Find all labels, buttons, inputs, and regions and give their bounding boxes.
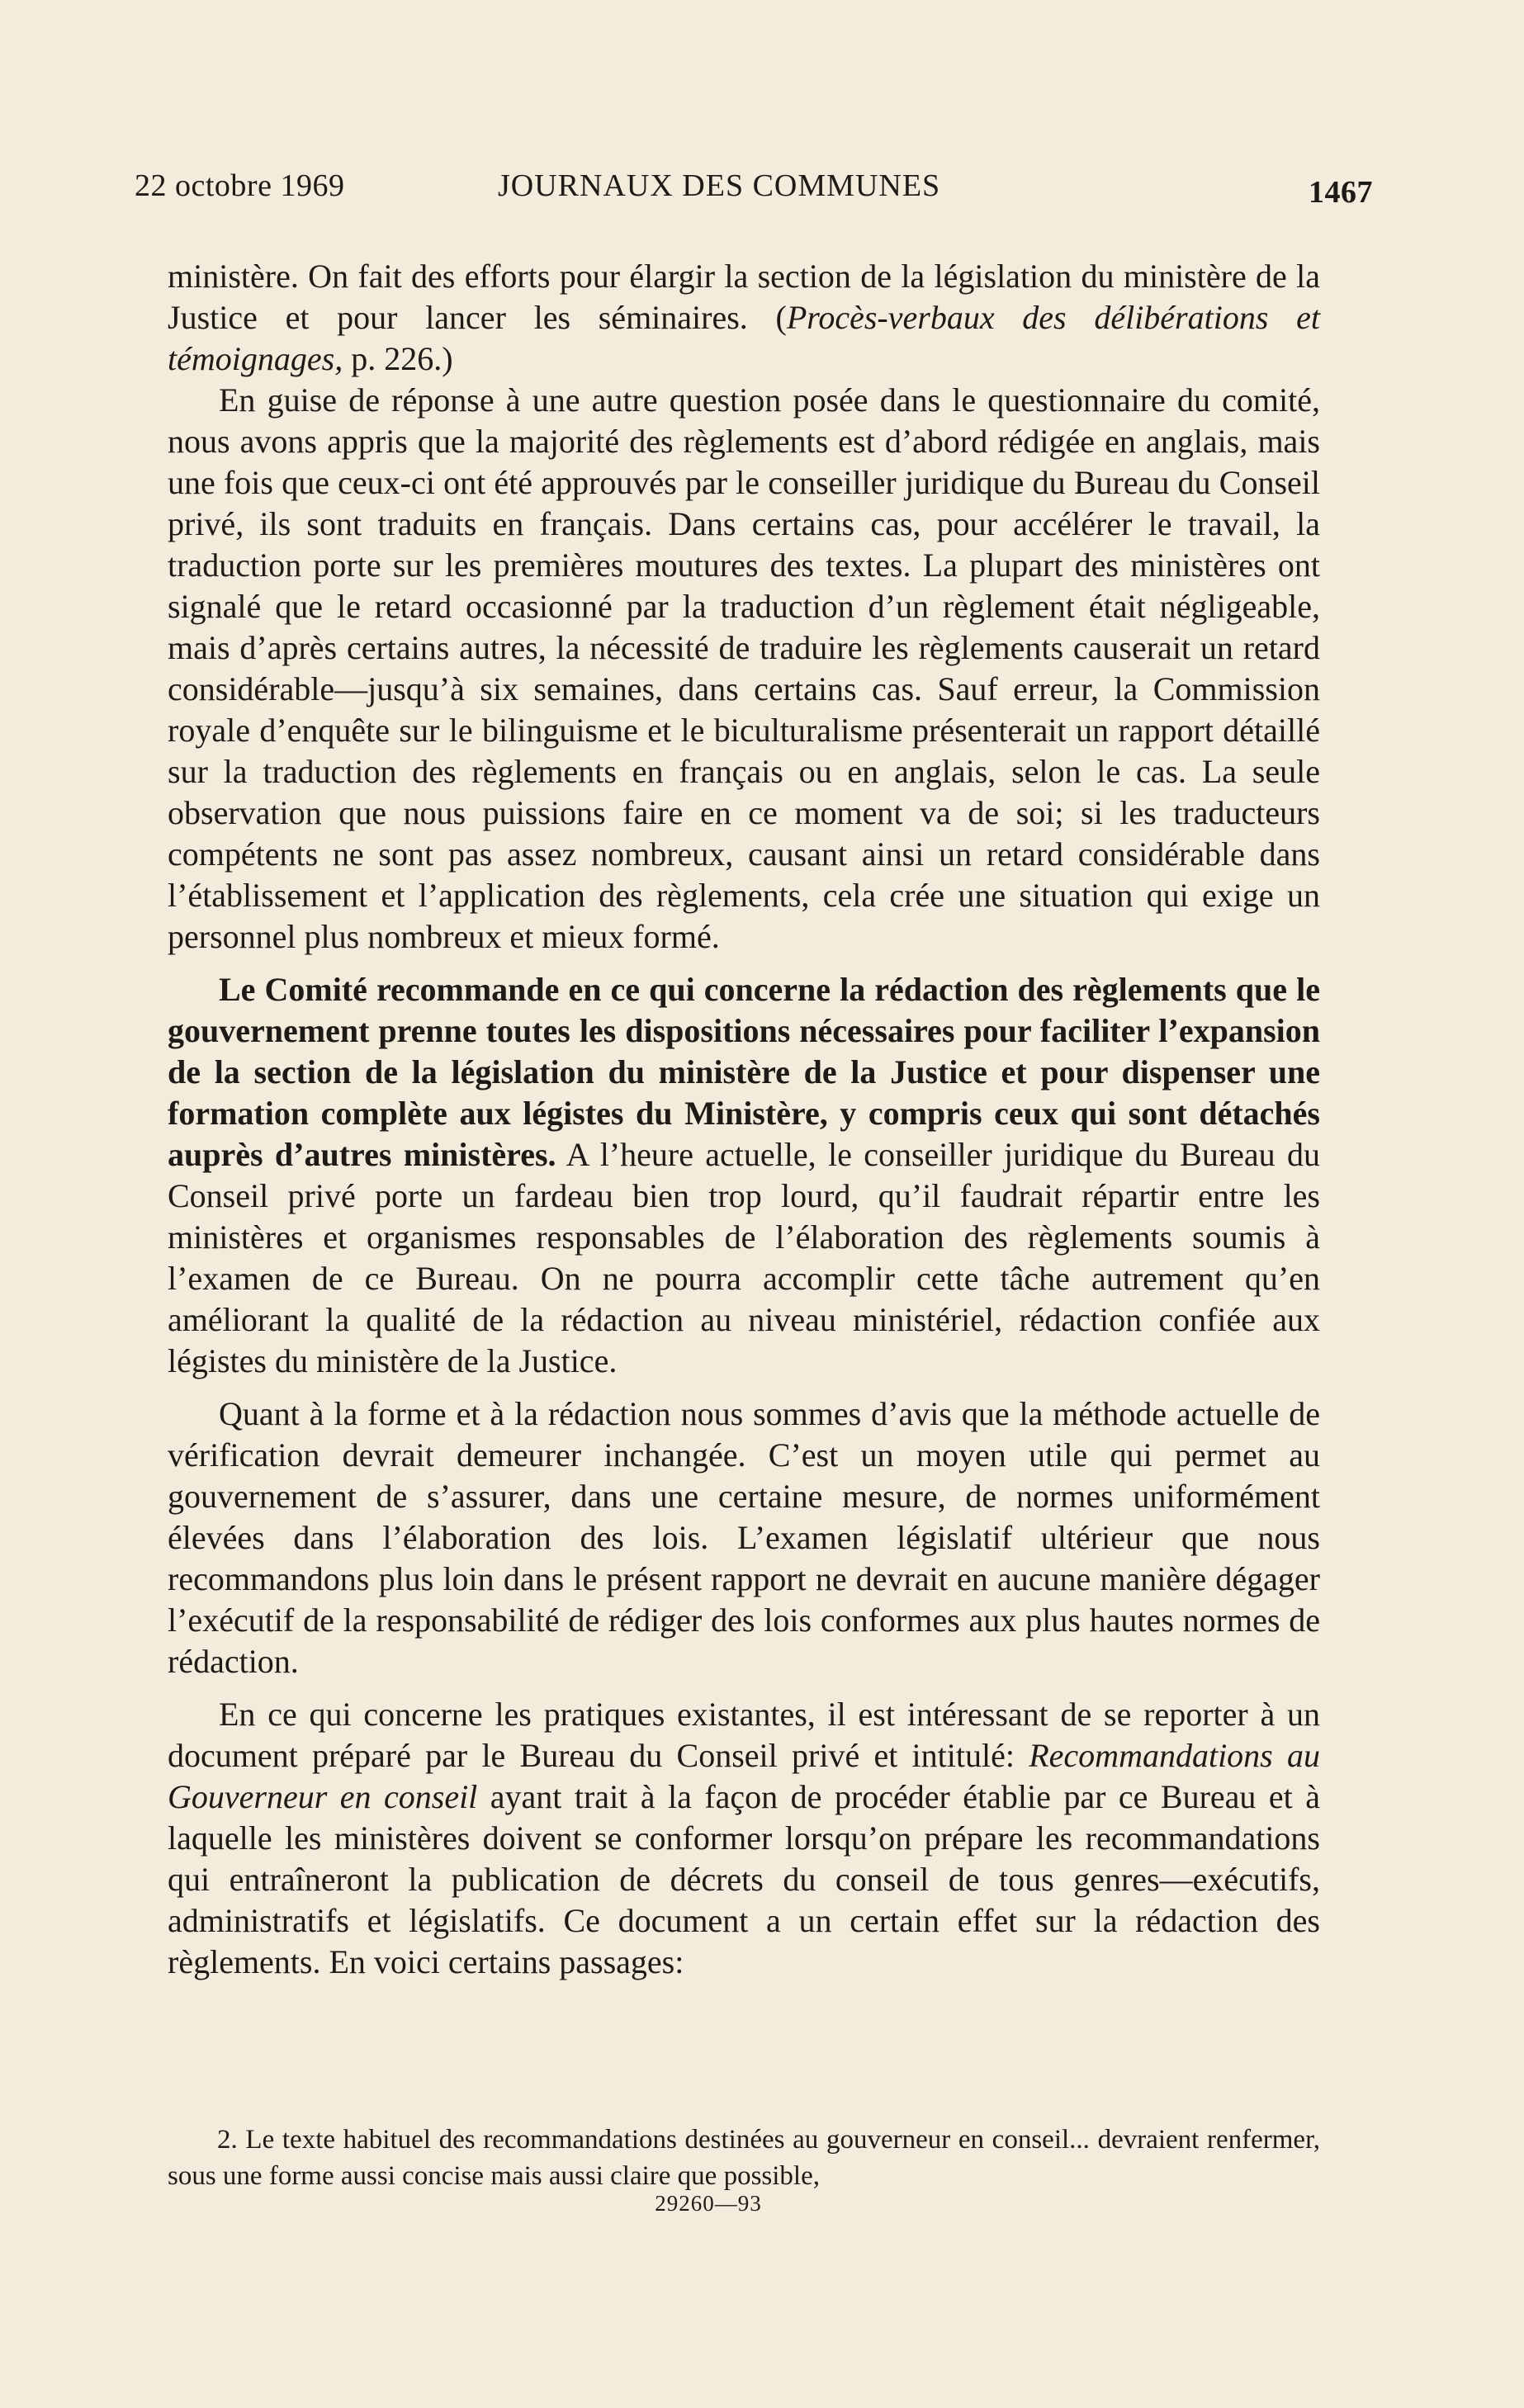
quoted-passage	[168, 2122, 1320, 2194]
paragraph-5-text-a: En ce qui concerne les pratiques existantes, il est intéressant de se reporter à un document préparé par le Bureau du Conseil privé et intitulé:	[168, 1696, 1320, 1774]
paragraph-1-citation: Procès-verbaux des délibérations et témoignages,	[168, 299, 1320, 377]
paragraph-3	[168, 969, 1320, 1382]
paragraph-1-text-a: ministère. On fait des efforts pour élargir la section de la législation du ministère de la Justice et pour lancer les séminaires. (	[168, 258, 1320, 336]
paragraph-5-text-b: ayant trait à la façon de procéder établie par ce Bureau et à laquelle les ministères doivent se conformer lorsqu’on prépare les recommandations qui entraîneront la publication de décrets du conseil de tous genres—exécutifs, administratifs et législatifs. Ce document a un certain effet sur la rédaction des règlements. En voici certains passages:	[168, 1778, 1320, 1980]
printer-signature	[0, 2191, 1524, 2216]
paragraph-5	[168, 1694, 1320, 1983]
paragraph-5-document-title: Recommandations au Gouverneur en conseil	[168, 1737, 1320, 1815]
paragraph-1-text-b: p. 226.)	[343, 340, 453, 377]
header-date: 22 octobre 1969	[135, 168, 345, 203]
paragraph-3-text: A l’heure actuelle, le conseiller juridique du Bureau du Conseil privé porte un fardeau bien trop lourd, qu’il faudrait répartir entre les ministères et organismes responsables de l’élaboration des règlements soumis à l’examen de ce Bureau. On ne pourra accomplir cette tâche autrement qu’en améliorant la qualité de la rédaction au niveau ministériel, rédaction confiée aux légistes du ministère de la Justice.	[168, 1136, 1320, 1379]
paragraph-1	[168, 256, 1320, 380]
quoted-passage-text: 2. Le texte habituel des recommandations destinées au gouverneur en conseil... devraient renfermer, sous une forme aussi concise mais aussi claire que possible,	[168, 2125, 1320, 2191]
paragraph-3-recommendation: Le Comité recommande en ce qui concerne la rédaction des règlements que le gouvernement prenne toutes les dispositions nécessaires pour faciliter l’expansion de la section de la législation du ministère de la Justice et pour dispenser une formation complète aux légistes du Ministère, y compris ceux qui sont détachés auprès d’autres ministères.	[168, 971, 1320, 1173]
header-journal-title: JOURNAUX DES COMMUNES	[498, 168, 941, 203]
signature-mark: 29260—93	[655, 2191, 762, 2216]
running-header	[135, 168, 1373, 217]
main-text	[168, 256, 1320, 1983]
paragraph-2: En guise de réponse à une autre question posée dans le questionnaire du comité, nous avons appris que la majorité des règlements est d’abord rédigée en anglais, mais une fois que ceux-ci ont été approuvés par le conseiller juridique du Bureau du Conseil privé, ils sont traduits en français. Dans certains cas, pour accélérer le travail, la traduction porte sur les premières moutures des textes. La plupart des ministères ont signalé que le retard occasionné par la traduction d’un règlement était négligeable, mais d’après certains autres, la nécessité de traduire les règlements causerait un retard considérable—jusqu’à six semaines, dans certains cas. Sauf erreur, la Commission royale d’enquête sur le bilinguisme et le biculturalisme présenterait un rapport détaillé sur la traduction des règlements en français ou en anglais, selon le cas. La seule observation que nous puissions faire en ce moment va de soi; si les traducteurs compétents ne sont pas assez nombreux, causant ainsi un retard considérable dans l’établissement et l’application des règlements, cela crée une situation qui exige un personnel plus nombreux et mieux formé.	[168, 381, 1320, 955]
page-number: 1467	[1309, 175, 1373, 210]
paragraph-4: Quant à la forme et à la rédaction nous sommes d’avis que la méthode actuelle de vérification devrait demeurer inchangée. C’est un moyen utile qui permet au gouvernement de s’assurer, dans une certaine mesure, de normes uniformément élevées dans l’élaboration des lois. L’examen législatif ultérieur que nous recommandons plus loin dans le présent rapport ne devrait en aucune manière dégager l’exécutif de la responsabilité de rédiger des lois conformes aux plus hautes normes de rédaction.	[168, 1395, 1320, 1680]
